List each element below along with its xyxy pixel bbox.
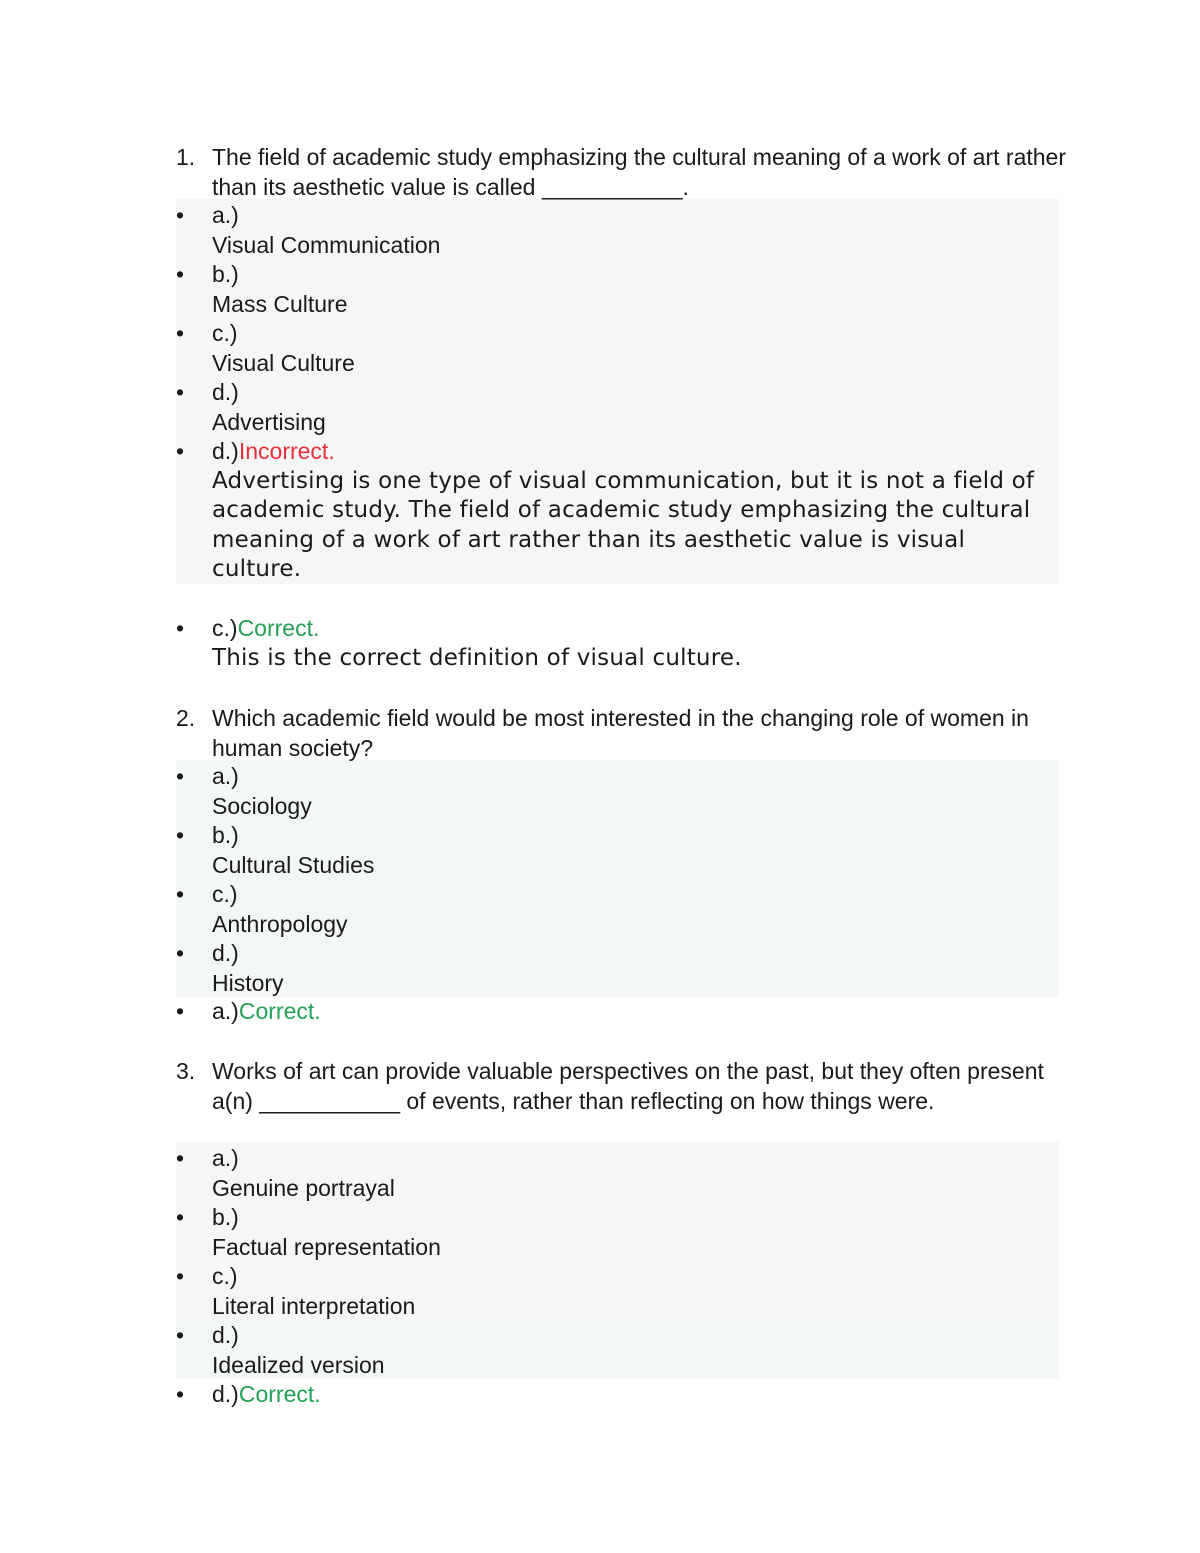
bullet: • xyxy=(176,1381,185,1407)
option-text: Visual Culture xyxy=(212,349,355,376)
option-letter: a.) xyxy=(212,763,239,789)
q1-feedback-correct xyxy=(176,614,1056,673)
q2-option-b xyxy=(176,821,1056,880)
bullet: • xyxy=(176,1322,185,1348)
q1-option-b xyxy=(176,260,1056,319)
question-text: Which academic field would be most interested in the changing role of women in human society? xyxy=(212,705,1029,761)
feedback-explanation: Advertising is one type of visual communication, but it is not a field of academic study. The field of academic study emphasizing the cultural meaning of a work of art rather than its aesthetic value is visual culture. xyxy=(212,467,1035,582)
option-letter: b.) xyxy=(212,1204,239,1230)
feedback-status-correct: Correct. xyxy=(237,615,320,641)
option-text: Advertising xyxy=(212,408,326,435)
question-number: 1. xyxy=(176,144,196,170)
bullet: • xyxy=(176,379,185,405)
q1-option-a xyxy=(176,201,1056,260)
bullet: • xyxy=(176,320,185,346)
bullet: • xyxy=(176,261,185,287)
feedback-letter: c.) xyxy=(212,615,238,641)
question-number: 2. xyxy=(176,705,196,731)
q2-feedback-correct xyxy=(176,997,1056,1027)
q1-option-c xyxy=(176,319,1056,378)
option-text: Factual representation xyxy=(212,1233,441,1260)
option-text: Cultural Studies xyxy=(212,851,375,878)
option-text: Genuine portrayal xyxy=(212,1174,395,1201)
feedback-status-correct: Correct. xyxy=(238,998,321,1024)
q3-option-a xyxy=(176,1144,1056,1203)
q3-feedback-correct xyxy=(176,1380,1056,1410)
bullet: • xyxy=(176,615,185,641)
question-1 xyxy=(176,142,1066,202)
bullet: • xyxy=(176,202,185,228)
q2-option-d xyxy=(176,939,1056,998)
bullet: • xyxy=(176,1204,185,1230)
feedback-explanation: This is the correct definition of visual culture. xyxy=(212,644,742,671)
q1-option-d xyxy=(176,378,1056,437)
option-text: Visual Communication xyxy=(212,231,441,258)
option-text: Anthropology xyxy=(212,910,348,937)
feedback-letter: d.) xyxy=(212,438,239,464)
question-3 xyxy=(176,1056,1066,1116)
bullet: • xyxy=(176,940,185,966)
q2-option-c xyxy=(176,880,1056,939)
feedback-status-incorrect: Incorrect. xyxy=(238,438,335,464)
q1-feedback-incorrect xyxy=(176,437,1056,585)
option-letter: a.) xyxy=(212,202,239,228)
feedback-letter: d.) xyxy=(212,1381,239,1407)
bullet: • xyxy=(176,763,185,789)
option-text: History xyxy=(212,969,284,996)
feedback-status-correct: Correct. xyxy=(238,1381,321,1407)
option-letter: d.) xyxy=(212,1322,239,1348)
option-letter: d.) xyxy=(212,940,239,966)
option-letter: b.) xyxy=(212,822,239,848)
bullet: • xyxy=(176,1263,185,1289)
option-letter: c.) xyxy=(212,881,238,907)
bullet: • xyxy=(176,822,185,848)
question-text: Works of art can provide valuable perspectives on the past, but they often present a(n) ___________ of events, rather than reflecting on how things were. xyxy=(212,1058,1044,1114)
bullet: • xyxy=(176,998,185,1024)
option-letter: c.) xyxy=(212,320,238,346)
option-letter: d.) xyxy=(212,379,239,405)
option-text: Idealized version xyxy=(212,1351,385,1378)
option-text: Literal interpretation xyxy=(212,1292,416,1319)
option-letter: c.) xyxy=(212,1263,238,1289)
option-letter: b.) xyxy=(212,261,239,287)
question-2 xyxy=(176,703,1066,763)
bullet: • xyxy=(176,438,185,464)
bullet: • xyxy=(176,881,185,907)
option-letter: a.) xyxy=(212,1145,239,1171)
feedback-letter: a.) xyxy=(212,998,239,1024)
q3-option-c xyxy=(176,1262,1056,1321)
q3-option-b xyxy=(176,1203,1056,1262)
question-number: 3. xyxy=(176,1058,196,1084)
option-text: Mass Culture xyxy=(212,290,348,317)
question-text: The field of academic study emphasizing the cultural meaning of a work of art rather than its aesthetic value is called ___________. xyxy=(212,144,1066,200)
q2-option-a xyxy=(176,762,1056,821)
option-text: Sociology xyxy=(212,792,312,819)
bullet: • xyxy=(176,1145,185,1171)
q3-option-d xyxy=(176,1321,1056,1380)
